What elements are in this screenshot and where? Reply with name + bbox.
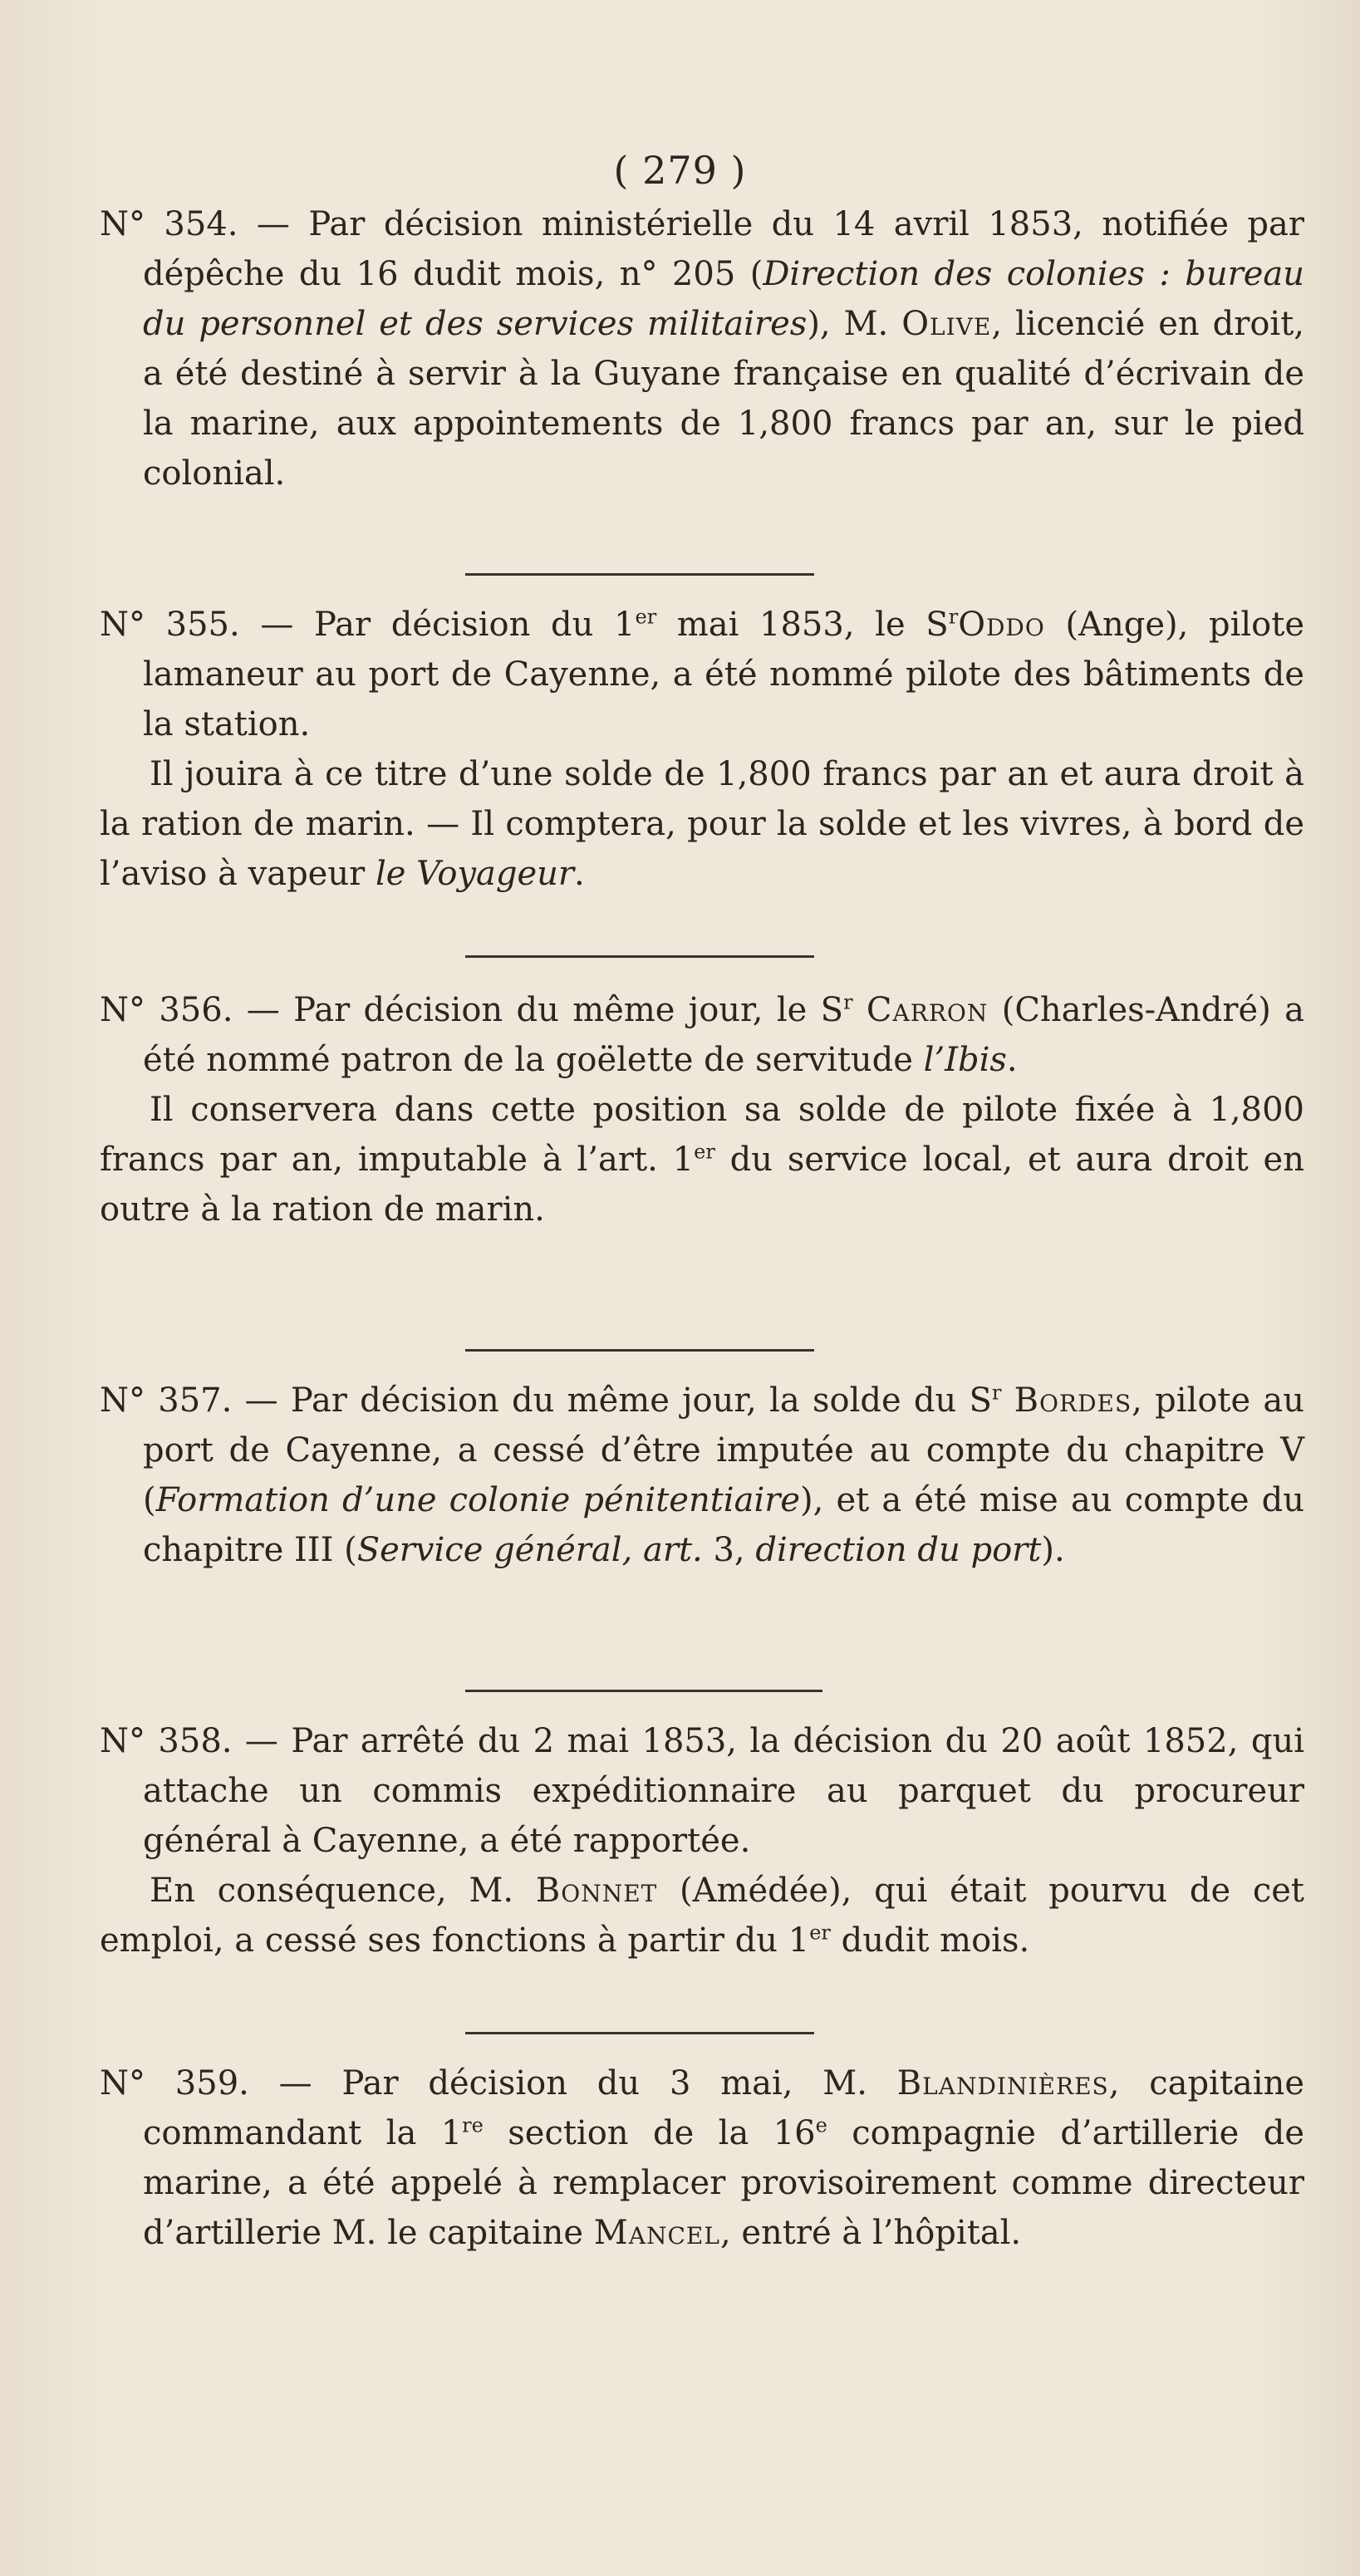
separator-rule <box>465 1349 814 1352</box>
entry-359: N° 359. — Par décision du 3 mai, M. Blandinières, capitaine commandant la 1re section de la 16e compagnie d’artillerie de marine, a été appelé à remplacer provisoirement comme directeur d’artillerie M. le capitaine Mancel, entré à l’hôpital. <box>100 2064 1305 2252</box>
entry-number: N° 358. <box>100 1722 233 1760</box>
entry-358: N° 358. — Par arrêté du 2 mai 1853, la décision du 20 août 1852, qui attache un commis expéditionnaire au parquet du procureur général à Cayenne, a été rapportée. En conséquence, M. Bonnet (Amédée), qui était pourvu de cet emploi, a cessé ses fonctions à partir du 1er dudit mois. <box>100 1722 1304 1960</box>
entry-number: N° 357. <box>100 1381 233 1420</box>
entry-number: N° 355. <box>100 606 240 644</box>
separator-rule <box>465 573 814 576</box>
separator-rule <box>465 1690 822 1692</box>
entry-355: N° 355. — Par décision du 1er mai 1853, le $S^rOddo$ (Ange), pilote lamaneur au port de Cayenne, a été nommé pilote des bâtiments de la station. Il jouira à ce titre d’une solde de 1,800 francs par an et aura droit à la ration de marin. — Il comptera, pour la solde et les vivres, à bord de l’aviso à vapeur le Voyageur. <box>100 605 1305 893</box>
page-number: ( 279 ) <box>613 148 747 193</box>
separator-rule <box>465 955 814 958</box>
entry-number: N° 359. <box>100 2064 249 2103</box>
entry-number: N° 354. <box>100 205 238 243</box>
entry-357: N° 357. — Par décision du même jour, la solde du $S^r$ Bordes, pilote au port de Cayenne, a cessé d’être imputée au compte du chapitre V (Formation d’une colonie pénitentiaire), et a été mise au compte du chapitre III (Service général, art. 3, direction du port). <box>100 1381 1305 1569</box>
entry-354: N° 354. — Par décision ministérielle du 14 avril 1853, notifiée par dépêche du 16 dudit mois, n° 205 (Direction des colonies : bureau du personnel et des services militaires), M. Olive, licencié en droit, a été destiné à servir à la Guyane française en qualité d’écrivain de la marine, aux appointements de 1,800 francs par an, sur le pied colonial. <box>100 205 1305 493</box>
separator-rule <box>465 2032 814 2034</box>
entry-number: N° 356. <box>100 991 233 1029</box>
entry-356: N° 356. — Par décision du même jour, le $S^r$ Carron (Charles-André) a été nommé patron de la goëlette de servitude l’Ibis. Il conservera dans cette position sa solde de pilote fixée à 1,800 francs par an, imputable à l’art. 1er du service local, et aura droit en outre à la ration de marin. <box>100 990 1305 1229</box>
